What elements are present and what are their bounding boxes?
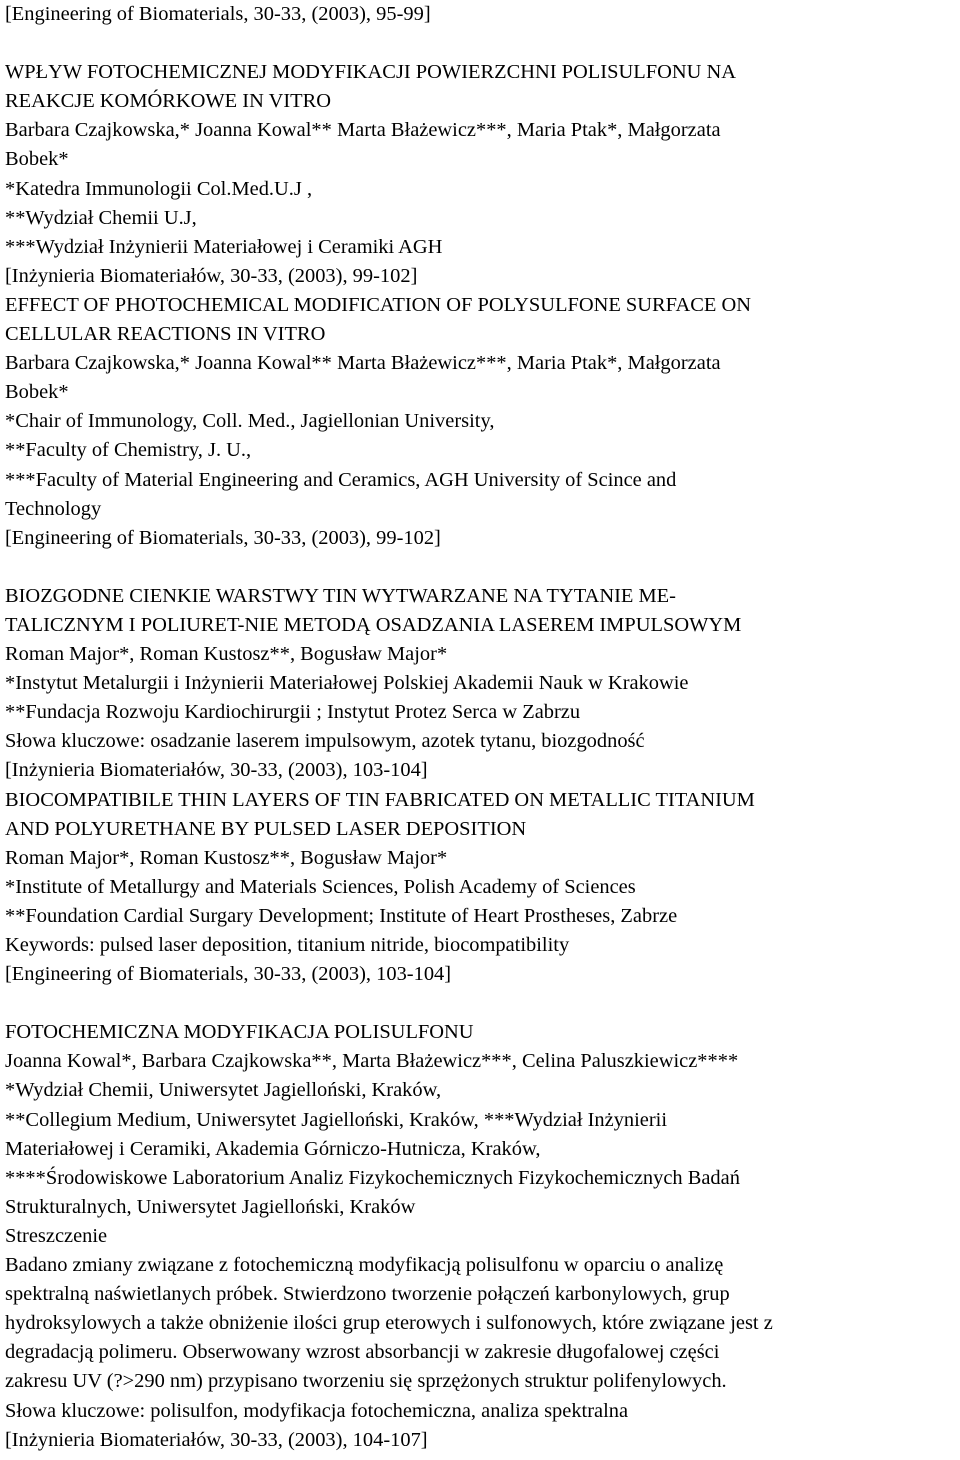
section-spacer (5, 29, 960, 58)
section-spacer (5, 553, 960, 582)
text-line: *Chair of Immunology, Coll. Med., Jagiellonian University, (5, 410, 495, 433)
text-line: *Wydział Chemii, Uniwersytet Jagielloński, Kraków, (5, 1079, 442, 1102)
text-line: Keywords: pulsed laser deposition, titanium nitride, biocompatibility (5, 934, 570, 956)
text-line: Materiałowej i Ceramiki, Akademia Górniczo-Hutnicza, Kraków, (5, 1137, 541, 1160)
text-line: Technology (5, 497, 102, 520)
text-line: EFFECT OF PHOTOCHEMICAL MODIFICATION OF POLYSULFONE SURFACE ON (5, 293, 752, 316)
text-line: [Engineering of Biomaterials, 30-33, (2003), 103-104] (5, 963, 452, 986)
text-line: Strukturalnych, Uniwersytet Jagielloński, Kraków (5, 1195, 416, 1218)
text-line: Bobek* (5, 148, 69, 171)
text-line: [Engineering of Biomaterials, 30-33, (2003), 95-99] (5, 3, 431, 25)
text-line: TALICZNYM I POLIURET-NIE METODĄ OSADZANIA LASEREM IMPULSOWYM (5, 613, 742, 636)
text-line: BIOCOMPATIBILE THIN LAYERS OF TIN FABRICATED ON METALLIC TITANIUM (5, 788, 755, 811)
document-page (5, 0, 960, 1455)
text-line: BIOZGODNE CIENKIE WARSTWY TIN WYTWARZANE NA TYTANIE ME- (5, 584, 676, 607)
text-line: *Institute of Metallurgy and Materials Sciences, Polish Academy of Sciences (5, 875, 636, 898)
text-line: ****Środowiskowe Laboratorium Analiz Fizykochemicznych Fizykochemicznych Badań (5, 1166, 740, 1189)
text-line: hydroksylowych a także obniżenie ilości grup eterowych i sulfonowych, które związane jest z (5, 1312, 773, 1335)
text-line: AND POLYURETHANE BY PULSED LASER DEPOSITION (5, 817, 527, 840)
text-line: zakresu UV (?>290 nm) przypisano tworzeniu się sprzężonych struktur polifenylowych. (5, 1370, 727, 1393)
text-line: Streszczenie (5, 1224, 108, 1247)
text-line: REAKCJE KOMÓRKOWE IN VITRO (5, 90, 332, 113)
text-line: CELLULAR REACTIONS IN VITRO (5, 323, 326, 346)
text-line: **Foundation Cardial Surgary Development; Institute of Heart Prostheses, Zabrze (5, 904, 678, 927)
text-line: Barbara Czajkowska,* Joanna Kowal** Marta Błażewicz***, Maria Ptak*, Małgorzata (5, 119, 721, 142)
text-line: Słowa kluczowe: osadzanie laserem impulsowym, azotek tytanu, biozgodność (5, 730, 645, 753)
text-line: ***Faculty of Material Engineering and Ceramics, AGH University of Scince and (5, 468, 677, 491)
text-line: Słowa kluczowe: polisulfon, modyfikacja fotochemiczna, analiza spektralna (5, 1399, 629, 1422)
text-line: Roman Major*, Roman Kustosz**, Bogusław Major* (5, 846, 448, 869)
text-line: [Engineering of Biomaterials, 30-33, (2003), 99-102] (5, 526, 441, 549)
text-line: *Instytut Metalurgii i Inżynierii Materiałowej Polskiej Akademii Nauk w Krakowie (5, 672, 689, 695)
text-line: Barbara Czajkowska,* Joanna Kowal** Marta Błażewicz***, Maria Ptak*, Małgorzata (5, 352, 721, 375)
text-line: [Inżynieria Biomateriałów, 30-33, (2003), 103-104] (5, 759, 428, 782)
document-section (5, 582, 960, 989)
text-line: **Fundacja Rozwoju Kardiochirurgii ; Instytut Protez Serca w Zabrzu (5, 701, 581, 724)
text-line: **Faculty of Chemistry, J. U., (5, 439, 252, 462)
text-line: **Wydział Chemii U.J, (5, 206, 197, 229)
text-line: Joanna Kowal*, Barbara Czajkowska**, Marta Błażewicz***, Celina Paluszkiewicz**** (5, 1050, 739, 1073)
text-line: [Inżynieria Biomateriałów, 30-33, (2003), 99-102] (5, 264, 418, 287)
text-line: [Inżynieria Biomateriałów, 30-33, (2003), 104-107] (5, 1428, 428, 1451)
document-section (5, 58, 960, 553)
text-line: Roman Major*, Roman Kustosz**, Bogusław Major* (5, 643, 448, 666)
document-section (5, 1018, 960, 1454)
text-line: Badano zmiany związane z fotochemiczną modyfikacją polisulfonu w oparciu o analizę (5, 1254, 724, 1277)
text-line: *Katedra Immunologii Col.Med.U.J , (5, 177, 313, 200)
text-line: ***Wydział Inżynierii Materiałowej i Ceramiki AGH (5, 235, 443, 258)
text-line: FOTOCHEMICZNA MODYFIKACJA POLISULFONU (5, 1021, 474, 1044)
section-spacer (5, 989, 960, 1018)
text-line: degradacją polimeru. Obserwowany wzrost absorbancji w zakresie długofalowej części (5, 1341, 720, 1364)
text-line: spektralną naświetlanych próbek. Stwierdzono tworzenie połączeń karbonylowych, grup (5, 1283, 730, 1306)
text-line: Bobek* (5, 381, 69, 404)
text-line: WPŁYW FOTOCHEMICZNEJ MODYFIKACJI POWIERZCHNI POLISULFONU NA (5, 61, 736, 84)
document-section (5, 0, 960, 29)
text-line: **Collegium Medium, Uniwersytet Jagielloński, Kraków, ***Wydział Inżynierii (5, 1108, 668, 1131)
